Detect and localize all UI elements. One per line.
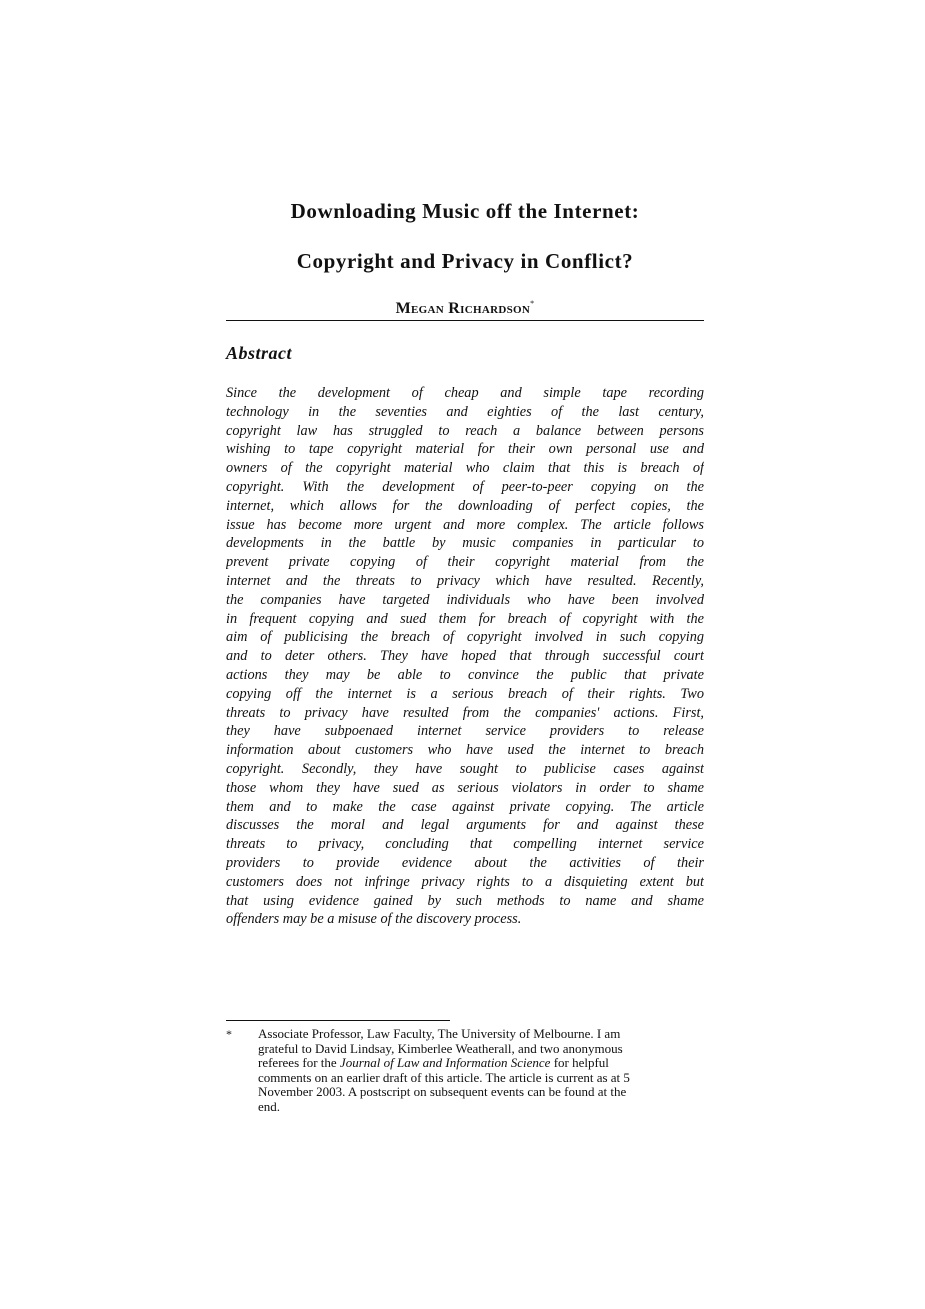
abstract-line: threats to privacy have resulted from the companies' actions. First, bbox=[226, 704, 704, 721]
abstract-line: actions they may be able to convince the public that private bbox=[226, 666, 704, 683]
abstract-line: offenders may be a misuse of the discovery process. bbox=[226, 911, 522, 928]
footnote-line: Associate Professor, Law Faculty, The University of Melbourne. I am bbox=[258, 1026, 621, 1041]
footnote-line: end. bbox=[258, 1098, 281, 1114]
footnote-text: referees for the bbox=[258, 1055, 340, 1070]
footnote-text: for helpful bbox=[550, 1055, 609, 1070]
abstract-line: copyright. With the development of peer-to-peer copying on the bbox=[226, 478, 704, 495]
abstract-body bbox=[226, 384, 704, 929]
abstract-line: in frequent copying and sued them for breach of copyright with the bbox=[226, 610, 704, 627]
footnote-line bbox=[258, 1056, 704, 1071]
abstract-line: providers to provide evidence about the activities of their bbox=[226, 854, 704, 871]
abstract-line: threats to privacy, concluding that compelling internet service bbox=[226, 836, 704, 853]
footnote-line: November 2003. A postscript on subsequent events can be found at the bbox=[258, 1084, 627, 1099]
abstract-line: they have subpoenaed internet service providers to release bbox=[226, 723, 704, 740]
abstract-heading: Abstract bbox=[226, 343, 293, 363]
abstract-line: internet and the threats to privacy which have resulted. Recently, bbox=[226, 572, 704, 589]
abstract-line: information about customers who have used the internet to breach bbox=[226, 742, 704, 759]
article-title-line-2: Copyright and Privacy in Conflict? bbox=[296, 249, 634, 273]
abstract-line: the companies have targeted individuals who have been involved bbox=[226, 591, 704, 608]
footnote-marker: * bbox=[226, 1027, 232, 1041]
abstract-line: prevent private copying of their copyright material from the bbox=[226, 554, 704, 571]
abstract-line: wishing to tape copyright material for their own personal use and bbox=[226, 441, 704, 458]
author-footnote-marker: * bbox=[530, 299, 535, 308]
abstract-line: developments in the battle by music companies in particular to bbox=[226, 535, 704, 552]
author-first-initial: M bbox=[395, 300, 411, 317]
abstract-line: copyright law has struggled to reach a balance between persons bbox=[226, 422, 704, 439]
abstract-line: owners of the copyright material who claim that this is breach of bbox=[226, 460, 704, 477]
footnote-body bbox=[258, 1027, 704, 1114]
abstract-line: those whom they have sued as serious violators in order to shame bbox=[226, 779, 704, 796]
abstract-line: aim of publicising the breach of copyright involved in such copying bbox=[226, 629, 704, 646]
author-last-initial: R bbox=[448, 300, 461, 317]
footnote-line: grateful to David Lindsay, Kimberlee Weatherall, and two anonymous bbox=[258, 1040, 623, 1056]
abstract-line: technology in the seventies and eighties of the last century, bbox=[226, 403, 704, 420]
abstract-line: them and to make the case against private copying. The article bbox=[226, 798, 704, 815]
abstract-line: issue has become more urgent and more complex. The article follows bbox=[226, 516, 704, 533]
journal-title: Journal of Law and Information Science bbox=[339, 1055, 551, 1070]
abstract-line: customers does not infringe privacy rights to a disquieting extent but bbox=[226, 873, 704, 890]
author-first-rest: egan bbox=[411, 300, 444, 317]
author-name bbox=[226, 299, 704, 318]
abstract-line: discusses the moral and legal arguments for and against these bbox=[226, 817, 704, 834]
footnote-rule bbox=[226, 1020, 450, 1021]
article-title-line-1: Downloading Music off the Internet: bbox=[290, 199, 640, 223]
author-last-rest: ichardson bbox=[460, 300, 531, 317]
abstract-line: Since the development of cheap and simple tape recording bbox=[226, 385, 704, 401]
abstract-line: internet, which allows for the downloading of perfect copies, the bbox=[226, 497, 704, 514]
title-rule bbox=[226, 320, 704, 321]
abstract-line: copying off the internet is a serious breach of their rights. Two bbox=[226, 685, 704, 702]
abstract-line: copyright. Secondly, they have sought to publicise cases against bbox=[226, 760, 704, 777]
abstract-line: and to deter others. They have hoped that through successful court bbox=[226, 648, 704, 665]
footnote-line: comments on an earlier draft of this article. The article is current as at 5 bbox=[258, 1069, 630, 1085]
abstract-line: that using evidence gained by such methods to name and shame bbox=[226, 892, 704, 909]
